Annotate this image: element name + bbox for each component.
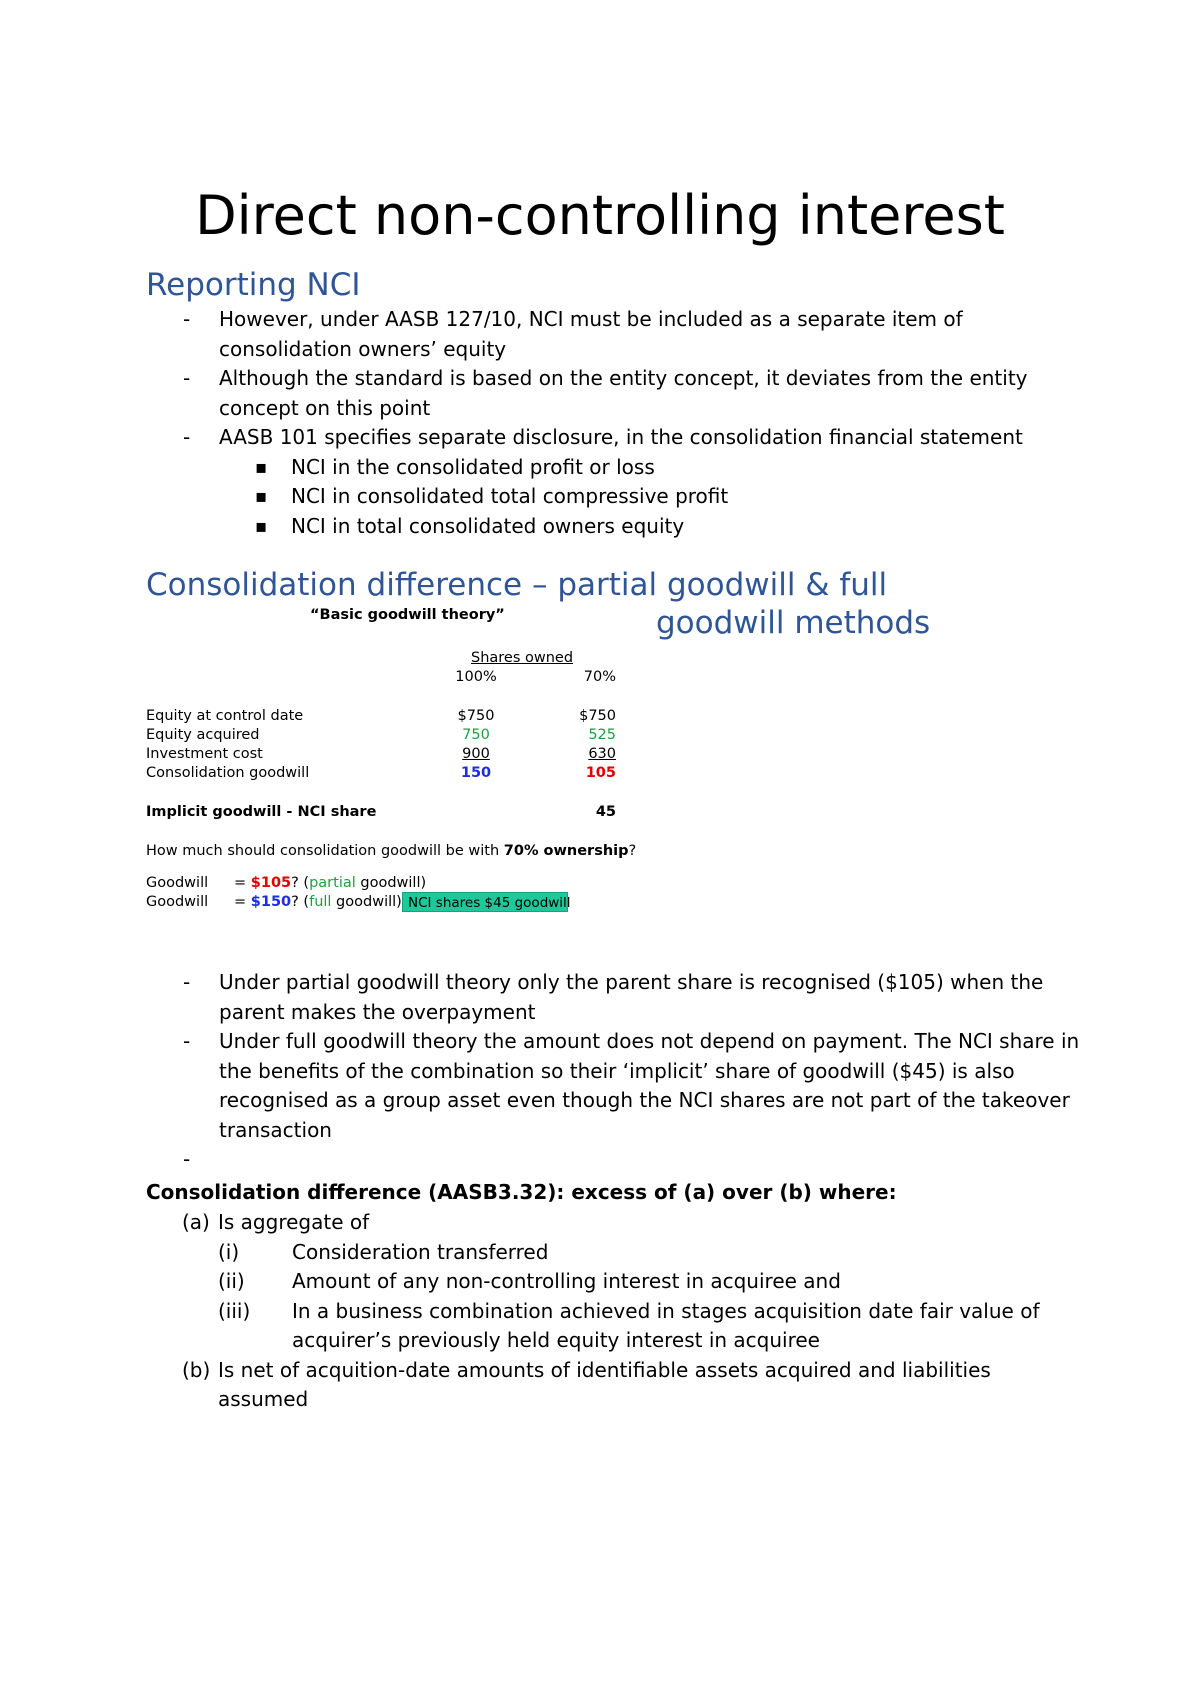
item-text: Is net of acquition-date amounts of identifiable assets acquired and liabilities assumed [218, 1357, 991, 1411]
sub-list-item: ▪ NCI in total consolidated owners equity [183, 512, 1083, 542]
list-item: - However, under AASB 127/10, NCI must be included as a separate item of consolidation owners’ equity [183, 305, 1083, 364]
row-label: Consolidation goodwill [146, 765, 310, 781]
implicit-value: 45 [595, 804, 616, 820]
col-header-70: 70% [583, 669, 616, 685]
table-row [146, 726, 626, 746]
paren: ? ( [291, 875, 310, 891]
heading-consolidation-difference: Consolidation difference – partial goodwill & full [146, 567, 888, 603]
list-item: - Under partial goodwill theory only the parent share is recognised ($105) when the parent makes the overpayment [183, 968, 1083, 1027]
goodwill-label: Goodwill [146, 894, 209, 910]
goodwill-partial-line [146, 874, 426, 894]
row-value-100 [436, 745, 516, 765]
list-item: - Although the standard is based on the entity concept, it deviates from the entity concept on this point [183, 364, 1083, 423]
row-label: Implicit goodwill - NCI share [146, 804, 377, 820]
col-header-100: 100% [455, 669, 497, 685]
row-label: Equity at control date [146, 708, 304, 724]
goodwill-type: full [309, 894, 332, 910]
goodwill-amount: $105 [250, 875, 292, 891]
goodwill-theory-list [183, 968, 1083, 1175]
row-value-100: 150 [460, 765, 492, 781]
row-value-100: $750 [457, 708, 495, 724]
definition-heading: Consolidation difference (AASB3.32): excess of (a) over (b) where: [146, 1180, 897, 1204]
underlined-value: 630 [588, 746, 616, 762]
table-row [146, 764, 626, 784]
table-row [146, 745, 626, 765]
goodwill-tail: goodwill) [331, 894, 402, 910]
item-text: In a business combination achieved in stages acquisition date fair value of acquirer’s previously held equity interest in acquiree [292, 1298, 1040, 1352]
goodwill-label: Goodwill [146, 875, 209, 891]
question-text: How much should consolidation goodwill be with [146, 843, 504, 859]
list-item [183, 423, 1083, 541]
definition-subitem [146, 1297, 1052, 1356]
heading-reporting-nci: Reporting NCI [146, 267, 361, 303]
paren: ? ( [291, 894, 310, 910]
list-item [183, 1145, 1083, 1175]
row-label: Equity acquired [146, 727, 260, 743]
goodwill-amount: $150 [250, 894, 292, 910]
equals: = [234, 875, 251, 891]
item-text: Consideration transferred [292, 1239, 549, 1264]
row-value-70 [536, 745, 616, 765]
item-label: (i) [218, 1239, 240, 1264]
table-caption: “Basic goodwill theory” [310, 607, 505, 623]
goodwill-tail: goodwill) [355, 875, 427, 891]
page-title: Direct non-controlling interest [195, 184, 1005, 248]
list-item-text: AASB 101 specifies separate disclosure, in the consolidation financial statement [219, 425, 1023, 449]
reporting-nci-list [183, 305, 1083, 541]
definition-item-b [146, 1356, 1054, 1415]
row-value-100: 750 [462, 727, 490, 743]
goodwill-full-line [146, 893, 402, 913]
question-mark: ? [628, 843, 637, 859]
goodwill-type: partial [309, 875, 356, 891]
definition-list [146, 1208, 1066, 1415]
question-line [146, 842, 636, 862]
row-value-70: 525 [588, 727, 616, 743]
item-label: (a) [182, 1210, 210, 1234]
item-text: Amount of any non-controlling interest in acquiree and [292, 1269, 841, 1293]
list-item: - Under full goodwill theory the amount does not depend on payment. The NCI share in the benefits of the combination so their ‘implicit’ share of goodwill ($45) is also recognised as a group asset even though the NCI shares are not part of the takeover transaction [183, 1027, 1083, 1145]
heading-consolidation-difference-line2: goodwill methods [656, 605, 931, 641]
table-row [146, 707, 626, 727]
nci-goodwill-note: NCI shares $45 goodwill [402, 892, 568, 912]
question-bold: 70% ownership [503, 843, 629, 859]
implicit-goodwill-row [146, 803, 626, 823]
item-label: (ii) [218, 1269, 245, 1293]
disclosure-sublist [183, 453, 1083, 542]
shares-owned-header: Shares owned [471, 650, 574, 666]
sub-list-item: ▪ NCI in consolidated total compressive profit [183, 482, 1083, 512]
definition-subitem [146, 1238, 1066, 1268]
row-value-70: $750 [579, 708, 616, 724]
row-label: Investment cost [146, 746, 263, 762]
goodwill-table-figure [146, 606, 706, 926]
definition-subitem [146, 1267, 1066, 1297]
item-text: Is aggregate of [218, 1210, 370, 1234]
definition-item-a [146, 1208, 1066, 1238]
row-value-70: 105 [585, 765, 616, 781]
underlined-value: 900 [462, 746, 490, 762]
sub-list-item: ▪ NCI in the consolidated profit or loss [183, 453, 1083, 483]
item-label: (b) [182, 1357, 211, 1382]
equals: = [234, 894, 251, 910]
item-label: (iii) [218, 1298, 251, 1323]
